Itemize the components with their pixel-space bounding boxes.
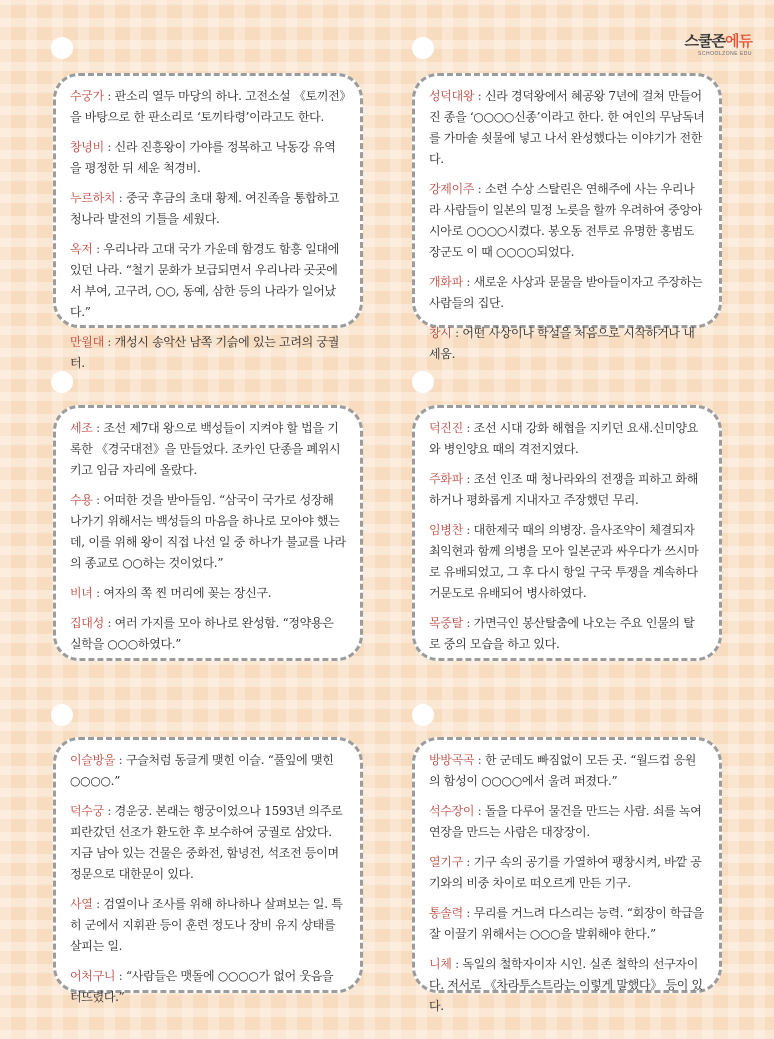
glossary-entry bbox=[429, 179, 705, 263]
entry-definition: 무리를 거느려 다스리는 능력. “회장이 학급을 잘 이끌기 위해서는 ○○○을 발휘해야 한다.” bbox=[429, 906, 704, 941]
entry-term: 수용 bbox=[70, 493, 93, 507]
glossary-entry bbox=[429, 323, 705, 365]
entry-definition: 독일의 철학자이자 시인. 실존 철학의 선구자이다. 저서로 《차라투스트라는 이렇게 말했다》 등이 있다. bbox=[429, 957, 703, 1013]
glossary-entry bbox=[70, 750, 346, 792]
glossary-entry bbox=[429, 852, 705, 894]
entry-term: 수궁가 bbox=[70, 89, 104, 103]
entry-definition: “사람들은 맷돌에 ○○○○가 없어 웃음을 터뜨렸다.” bbox=[70, 969, 334, 1004]
entry-term: 석수장이 bbox=[429, 804, 475, 818]
entry-definition: 구슬처럼 동글게 맺힌 이슬. “풀잎에 맺힌 ○○○○.” bbox=[70, 753, 334, 788]
entry-separator: : bbox=[474, 182, 485, 196]
entry-definition: 개성시 송악산 남쪽 기슭에 있는 고려의 궁궐 터. bbox=[70, 335, 340, 370]
entry-term: 덕진진 bbox=[429, 421, 463, 435]
glossary-entry bbox=[429, 903, 705, 945]
decor-dot bbox=[412, 371, 434, 393]
entry-separator: : bbox=[103, 335, 115, 349]
entry-definition: 우리나라 고대 국가 가운데 함경도 함흥 일대에 있던 나라. “철기 문화가 보급되면서 우리나라 곳곳에서 부여, 고구려, ○○, 동예, 삼한 등의 나라가 일어났다.” bbox=[70, 242, 340, 319]
glossary-entry bbox=[70, 239, 346, 323]
entry-separator: : bbox=[474, 753, 485, 767]
glossary-entry bbox=[429, 86, 705, 170]
entry-separator: : bbox=[103, 140, 115, 154]
entry-definition: 경운궁. 본래는 행궁이었으나 1593년 의주로 피란갔던 선조가 환도한 후 보수하여 궁궐로 삼았다. 지금 남아 있는 건물은 중화전, 함녕전, 석조전 등이며 정문으로 대한문이 있다. bbox=[70, 804, 343, 881]
entry-term: 임병찬 bbox=[429, 523, 463, 537]
decor-dot bbox=[51, 37, 73, 59]
glossary-entry bbox=[429, 469, 705, 511]
entry-separator: : bbox=[103, 89, 115, 103]
entry-definition: 기구 속의 공기를 가열하여 팽창시켜, 바깥 공기와의 비중 차이로 떠오르게 만든 기구. bbox=[429, 855, 702, 890]
entry-separator: : bbox=[92, 421, 104, 435]
entry-separator: : bbox=[103, 804, 115, 818]
entry-definition: 중국 후금의 초대 황제. 여진족을 통합하고 청나라 발전의 기틀을 세웠다. bbox=[70, 191, 340, 226]
entry-term: 어처구니 bbox=[70, 969, 116, 983]
entry-definition: 조선 시대 강화 해협을 지키던 요새.신미양요와 병인양요 때의 격전지였다. bbox=[429, 421, 699, 456]
entry-term: 주화파 bbox=[429, 472, 463, 486]
glossary-entry bbox=[70, 801, 346, 885]
entry-separator: : bbox=[115, 191, 126, 205]
decor-dot bbox=[51, 704, 73, 726]
entry-definition: 검열이나 조사를 위해 하나하나 살펴보는 일. 특히 군에서 지휘관 등이 훈련 정도나 장비 유지 상태를 살피는 일. bbox=[70, 897, 343, 953]
entry-term: 창시 bbox=[429, 326, 452, 340]
entry-term: 사열 bbox=[70, 897, 93, 911]
entry-separator: : bbox=[115, 753, 126, 767]
entry-term: 비녀 bbox=[70, 586, 93, 600]
glossary-entry bbox=[429, 418, 705, 460]
glossary-entry bbox=[429, 750, 705, 792]
entry-definition: 조선 제7대 왕으로 백성들이 지켜야 할 법을 기록한 《경국대전》을 만들었다. 조카인 단종을 폐위시키고 임금 자리에 올랐다. bbox=[70, 421, 341, 477]
entry-definition: 여러 가지를 모아 하나로 완성함. “정약용은 실학을 ○○○하였다.” bbox=[70, 616, 334, 651]
entry-definition: 어떤 사상이나 학설을 처음으로 시작하거나 내세움. bbox=[429, 326, 695, 361]
entry-separator: : bbox=[462, 472, 474, 486]
entry-term: 개화파 bbox=[429, 275, 463, 289]
glossary-entry bbox=[70, 613, 346, 655]
entry-definition: 신라 진흥왕이 가야를 정복하고 낙동강 유역을 평정한 뒤 세운 척경비. bbox=[70, 140, 336, 175]
entry-separator: : bbox=[92, 242, 104, 256]
entry-term: 목중탈 bbox=[429, 616, 463, 630]
glossary-entry bbox=[70, 490, 346, 574]
glossary-entry bbox=[429, 801, 705, 843]
entry-term: 창녕비 bbox=[70, 140, 104, 154]
entry-definition: 새로운 사상과 문물을 받아들이자고 주장하는 사람들의 집단. bbox=[429, 275, 703, 310]
glossary-entry bbox=[70, 418, 346, 481]
entry-separator: : bbox=[462, 421, 474, 435]
entry-term: 이슬방울 bbox=[70, 753, 116, 767]
glossary-entry bbox=[70, 966, 346, 1008]
glossary-card-6 bbox=[412, 737, 722, 1013]
entry-separator: : bbox=[474, 804, 485, 818]
glossary-card-4 bbox=[412, 405, 722, 661]
glossary-card-2 bbox=[412, 73, 722, 361]
glossary-entry bbox=[70, 86, 346, 128]
entry-separator: : bbox=[92, 897, 104, 911]
glossary-entry bbox=[70, 894, 346, 957]
glossary-entry bbox=[70, 137, 346, 179]
entry-term: 강제이주 bbox=[429, 182, 475, 196]
glossary-entry bbox=[70, 583, 346, 604]
glossary-entry bbox=[70, 188, 346, 230]
entry-separator: : bbox=[103, 616, 115, 630]
entry-term: 방방곡곡 bbox=[429, 753, 475, 767]
publisher-logo bbox=[685, 30, 752, 57]
entry-separator: : bbox=[115, 969, 126, 983]
entry-separator: : bbox=[462, 855, 474, 869]
decor-dot bbox=[412, 37, 434, 59]
entry-definition: 소련 수상 스탈린은 연해주에 사는 우리나라 사람들이 일본의 밀정 노릇을 할까 우려하여 중앙아시아로 ○○○○시켰다. 봉오동 전투로 유명한 홍범도 장군도 이 때 ○○○○되었다. bbox=[429, 182, 703, 259]
entry-separator: : bbox=[462, 616, 474, 630]
entry-term: 누르하치 bbox=[70, 191, 116, 205]
entry-separator: : bbox=[462, 523, 474, 537]
entry-term: 옥저 bbox=[70, 242, 93, 256]
entry-term: 통솔력 bbox=[429, 906, 463, 920]
entry-definition: 한 군데도 빠짐없이 모든 곳. “월드컵 응원의 함성이 ○○○○에서 울려 퍼졌다.” bbox=[429, 753, 697, 788]
entry-definition: 판소리 열두 마당의 하나. 고전소설 《토끼전》을 바탕으로 한 판소리로 ‘토끼타령’이라고도 한다. bbox=[70, 89, 346, 124]
entry-definition: 가면극인 봉산탈춤에 나오는 주요 인물의 탈로 중의 모습을 하고 있다. bbox=[429, 616, 695, 651]
entry-term: 성덕대왕 bbox=[429, 89, 475, 103]
entry-separator: : bbox=[451, 326, 463, 340]
entry-term: 세조 bbox=[70, 421, 93, 435]
entry-separator: : bbox=[92, 493, 104, 507]
glossary-entry bbox=[70, 332, 346, 374]
entry-separator: : bbox=[462, 275, 474, 289]
glossary-card-5 bbox=[53, 737, 363, 1004]
decor-dot bbox=[412, 704, 434, 726]
logo-main: 스쿨존 bbox=[684, 33, 726, 50]
entry-term: 집대성 bbox=[70, 616, 104, 630]
glossary-entry bbox=[429, 954, 705, 1017]
glossary-entry bbox=[429, 272, 705, 314]
entry-term: 니체 bbox=[429, 957, 452, 971]
entry-definition: 어떠한 것을 받아들임. “삼국이 국가로 성장해 나가기 위해서는 백성들의 마음을 하나로 모아야 했는데, 이를 위해 왕이 직접 나선 일 중 하나가 불교를 나라의 종교로 ○○하는 것이었다.” bbox=[70, 493, 346, 570]
logo-accent: 에듀 bbox=[725, 33, 752, 50]
entry-term: 만월대 bbox=[70, 335, 104, 349]
entry-separator: : bbox=[474, 89, 485, 103]
entry-term: 열기구 bbox=[429, 855, 463, 869]
entry-separator: : bbox=[462, 906, 474, 920]
glossary-card-1 bbox=[53, 73, 363, 370]
entry-definition: 신라 경덕왕에서 혜공왕 7년에 걸쳐 만들어진 종을 ‘○○○○신종’이라고 한다. 한 여인의 무남독녀를 가마솥 쇳물에 넣고 나서 완성했다는 이야기가 전한다. bbox=[429, 89, 705, 166]
entry-separator: : bbox=[92, 586, 104, 600]
glossary-entry bbox=[429, 613, 705, 655]
glossary-entry bbox=[429, 520, 705, 604]
entry-separator: : bbox=[451, 957, 463, 971]
entry-definition: 대한제국 때의 의병장. 을사조약이 체결되자 최익현과 함께 의병을 모아 일본군과 싸우다가 쓰시마로 유배되었고, 그 후 다시 항일 구국 투쟁을 계속하다 거문도로 유배되어 병사하였다. bbox=[429, 523, 699, 600]
entry-definition: 여자의 쪽 찐 머리에 꽂는 장신구. bbox=[103, 586, 272, 600]
entry-definition: 조선 인조 때 청나라와의 전쟁을 피하고 화해하거나 평화롭게 지내자고 주장했던 무리. bbox=[429, 472, 699, 507]
logo-subtitle: SCHOOLZONE EDU bbox=[698, 51, 752, 57]
entry-definition: 돌을 다루어 물건을 만드는 사람. 쇠를 녹여 연장을 만드는 사람은 대장장이. bbox=[429, 804, 702, 839]
decor-dot bbox=[51, 371, 73, 393]
entry-term: 덕수궁 bbox=[70, 804, 104, 818]
glossary-card-3 bbox=[53, 405, 363, 661]
